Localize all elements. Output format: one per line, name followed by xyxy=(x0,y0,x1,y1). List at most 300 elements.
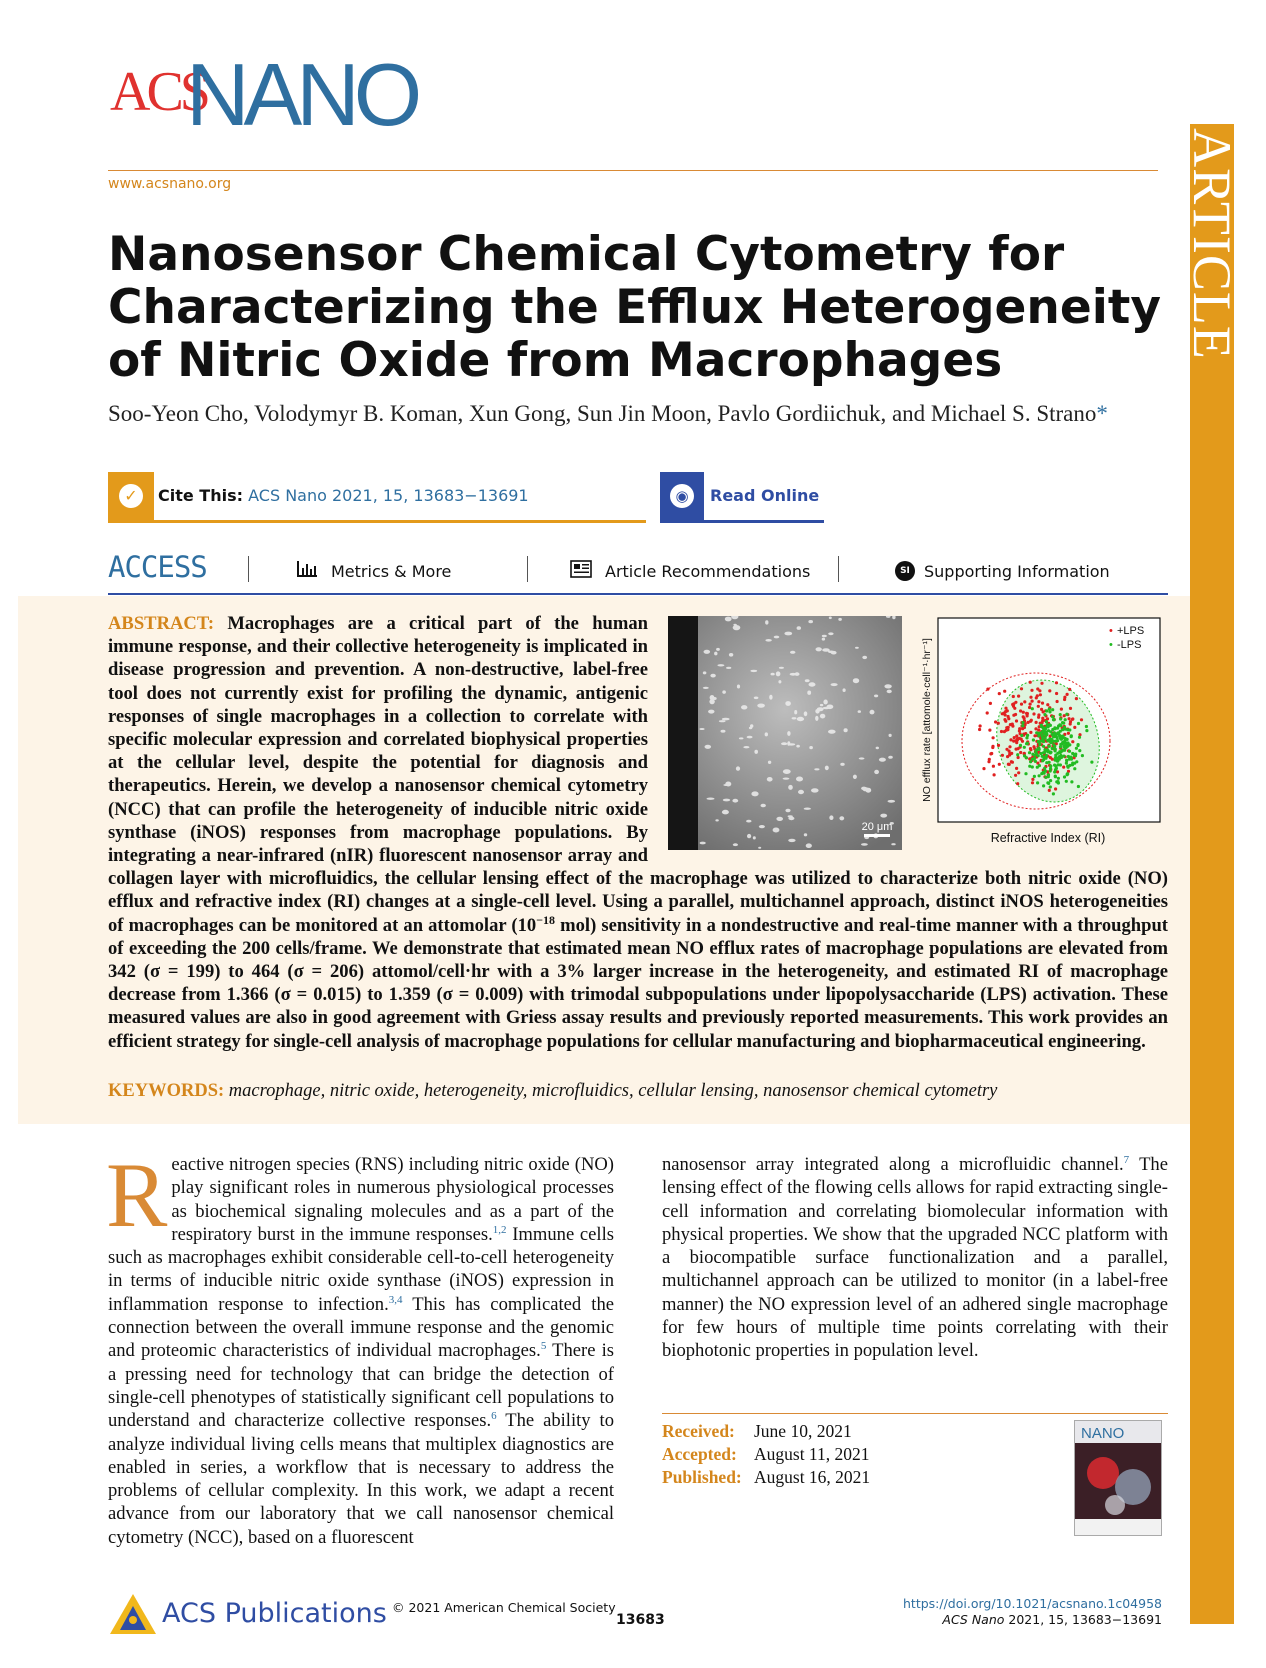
scatter-point-minus-lps xyxy=(1081,754,1084,757)
access-separator xyxy=(248,556,249,582)
scatter-point-minus-lps xyxy=(1065,713,1068,716)
scatter-point-minus-lps xyxy=(1065,762,1068,765)
cell-dot xyxy=(888,756,893,759)
cell-dot xyxy=(774,636,780,639)
scatter-point-minus-lps xyxy=(1035,731,1038,734)
cell-dot xyxy=(804,833,807,836)
cell-dot xyxy=(723,799,730,802)
cell-dot xyxy=(811,788,819,792)
cell-dot xyxy=(733,624,736,626)
cell-dot xyxy=(750,670,757,672)
scatter-point-plus-lps xyxy=(988,729,991,732)
cell-dot xyxy=(722,690,726,693)
recommendations-link[interactable]: Article Recommendations xyxy=(605,562,811,581)
scatter-point-plus-lps xyxy=(1055,681,1058,684)
cell-dot xyxy=(753,836,756,839)
cell-dot xyxy=(747,736,753,739)
cell-dot xyxy=(773,828,780,833)
scatter-point-minus-lps xyxy=(1066,745,1069,748)
scatter-point-plus-lps xyxy=(1015,767,1018,770)
cell-dot xyxy=(796,745,800,748)
cell-dot xyxy=(733,625,741,630)
abstract-sci-base: (10 xyxy=(511,914,537,936)
authors-text: Soo-Yeon Cho, Volodymyr B. Koman, Xun Gong, Sun Jin Moon, Pavlo Gordiichuk, and Michael S. Strano xyxy=(108,401,1097,426)
scatter-point-minus-lps xyxy=(1055,739,1058,742)
cell-dot xyxy=(768,761,771,764)
scatter-point-plus-lps xyxy=(1040,682,1043,685)
scatter-point-plus-lps xyxy=(992,736,995,739)
access-separator xyxy=(527,556,528,582)
scatter-point-plus-lps xyxy=(1021,740,1024,743)
cell-dot xyxy=(880,814,887,818)
legend-dot-plus: • xyxy=(1109,625,1113,637)
cell-dot xyxy=(737,685,740,689)
cell-dot xyxy=(708,710,714,714)
cell-dot xyxy=(710,695,715,700)
para-text: The ability to analyze individual living cells means that multiplex diagnostics are enabled in series, a workflow that is necessary to address the problems of cellular complexity. In this work, we adapt a recent advance from our laboratory that we call nanosensor chemical cytometry (NCC), based on a fluorescent xyxy=(108,1410,614,1548)
accepted-date: Accepted: August 11, 2021 xyxy=(662,1444,870,1464)
scatter-point-plus-lps xyxy=(1075,697,1078,700)
scatter-point-plus-lps xyxy=(1029,696,1032,699)
legend-plus-lps: +LPS xyxy=(1117,625,1145,637)
cell-dot xyxy=(828,730,836,734)
scatter-point-minus-lps xyxy=(1054,775,1057,778)
copyright: © 2021 American Chemical Society xyxy=(392,1600,616,1615)
cell-dot xyxy=(705,745,712,749)
para-text: The lensing effect of the flowing cells allows for rapid extracting single-cell information and correlating biomolecular information with physical properties. We show that the upgraded NCC platform with a biocompatible surface functionalization and a parallel, multichannel approach can be utilized to monitor (in a label-free manner) the NO expression level of an adhered single macrophage for few hours of multiple time points correlating with their biophotonic properties in population level. xyxy=(662,1154,1168,1362)
cell-dot xyxy=(853,678,859,683)
cell-dot xyxy=(781,742,787,745)
header-rule xyxy=(108,170,1158,171)
citation-link[interactable]: 3,4 xyxy=(388,1293,403,1306)
cell-dot xyxy=(746,820,751,823)
journal-logo xyxy=(108,45,448,144)
scatter-point-plus-lps xyxy=(1001,754,1004,757)
acs-publications-logo-icon xyxy=(108,1592,158,1636)
scatter-point-minus-lps xyxy=(1065,759,1068,762)
scatter-plot xyxy=(916,616,1164,850)
scatter-point-minus-lps xyxy=(1077,785,1080,788)
abstract-body: Macrophages are a critical part of the human immune response, and their collective heterogeneity is implicated in disease progression and prevention. A non-destructive, label-free tool does not currently exist for profiling the dynamic, antigenic responses of single macrophages in a collection to correlate with specific molecular expression and correlated biophysical properties at the cellular level, despite the potential for diagnosis and therapeutics. Herein, we develop a nanosensor chemical cytometry (NCC) that can profile the heterogeneity of inducible nitric oxide synthase (iNOS) responses from macrophage populations. By integrating a near-infrared (nIR) fluorescent nanosensor array and collagen layer with microfluidics, the cellular lensing effect of the macrophage was utilized to characterize both nitric oxide (NO) efflux and refractive index (RI) changes at a single-cell level. Using a parallel, multichannel approach, distinct iNOS heterogeneities of macrophages can be monitored at an attomolar xyxy=(108,613,1168,936)
scatter-point-minus-lps xyxy=(1025,742,1028,745)
cell-dot xyxy=(765,732,768,736)
drop-cap: R xyxy=(106,1144,168,1246)
scatter-point-plus-lps xyxy=(1036,687,1039,690)
scatter-point-minus-lps xyxy=(1045,709,1048,712)
scatter-point-minus-lps xyxy=(1051,747,1054,750)
publisher-name: ACS Publications xyxy=(162,1598,387,1629)
scatter-point-plus-lps xyxy=(1035,721,1038,724)
scatter-point-minus-lps xyxy=(1037,746,1040,749)
scatter-point-minus-lps xyxy=(1053,764,1056,767)
scatter-point-minus-lps xyxy=(1044,734,1047,737)
scatter-point-plus-lps xyxy=(1041,719,1044,722)
access-rule xyxy=(108,593,1168,595)
microscopy-image xyxy=(668,616,902,850)
scatter-point-plus-lps xyxy=(1019,751,1022,754)
cell-dot xyxy=(707,798,715,800)
scatter-point-minus-lps xyxy=(1056,757,1059,760)
logo-acs: ACS xyxy=(110,61,207,123)
scatter-point-plus-lps xyxy=(1022,715,1025,718)
cell-dot xyxy=(759,825,765,828)
cell-dot xyxy=(815,716,818,721)
cell-dot xyxy=(767,777,773,782)
cell-dot xyxy=(843,688,846,692)
scatter-point-plus-lps xyxy=(978,728,981,731)
scatter-point-plus-lps xyxy=(1069,707,1072,710)
para-text: nanosensor array integrated along a microfluidic channel. xyxy=(662,1154,1124,1175)
scatter-point-minus-lps xyxy=(1021,724,1024,727)
cover-title: NANO xyxy=(1081,1425,1125,1442)
supporting-info-link[interactable]: Supporting Information xyxy=(924,562,1110,581)
scatter-point-minus-lps xyxy=(1045,720,1048,723)
cell-dot xyxy=(776,671,781,676)
cell-dot xyxy=(816,647,822,651)
scatter-point-minus-lps xyxy=(1068,728,1071,731)
scatter-point-minus-lps xyxy=(1049,769,1052,772)
received-date: Received: June 10, 2021 xyxy=(662,1421,852,1441)
legend-minus-lps: -LPS xyxy=(1117,639,1142,651)
scatter-point-minus-lps xyxy=(1059,713,1062,716)
scatter-point-plus-lps xyxy=(993,773,996,776)
scatter-point-minus-lps xyxy=(1025,736,1028,739)
scatter-point-minus-lps xyxy=(1037,734,1040,737)
scatter-point-minus-lps xyxy=(1021,721,1024,724)
cell-dot xyxy=(796,777,803,782)
scatter-point-plus-lps xyxy=(1029,731,1032,734)
cell-dot xyxy=(888,800,896,803)
cell-dot xyxy=(790,673,797,676)
scatter-point-minus-lps xyxy=(1050,738,1053,741)
cell-dot xyxy=(722,810,729,815)
cell-dot xyxy=(741,705,747,709)
scatter-point-plus-lps xyxy=(1013,736,1016,739)
scatter-point-plus-lps xyxy=(1005,748,1008,751)
scatter-point-minus-lps xyxy=(1058,734,1061,737)
scatter-point-minus-lps xyxy=(1051,708,1054,711)
scatter-point-plus-lps xyxy=(1069,722,1072,725)
scatter-point-minus-lps xyxy=(1036,766,1039,769)
published-date: Published: August 16, 2021 xyxy=(662,1467,871,1487)
cell-dot xyxy=(822,648,830,652)
cell-dot xyxy=(792,717,797,719)
cell-dot xyxy=(855,647,859,649)
scatter-point-plus-lps xyxy=(1010,760,1013,763)
scatter-point-minus-lps xyxy=(1052,792,1055,795)
citation-link[interactable]: 6 xyxy=(491,1410,497,1423)
citation-link[interactable]: 7 xyxy=(1123,1153,1130,1166)
scatter-point-plus-lps xyxy=(1067,732,1070,735)
scatter-point-plus-lps xyxy=(1015,719,1018,722)
scatter-point-plus-lps xyxy=(1037,729,1040,732)
scatter-point-minus-lps xyxy=(1057,731,1060,734)
scatter-point-plus-lps xyxy=(1011,723,1014,726)
scatter-point-plus-lps xyxy=(1036,694,1039,697)
cell-dot xyxy=(874,695,878,698)
cell-dot xyxy=(809,746,813,749)
para-text: This has complicated the connection between the overall immune response and the genomic and proteomic characteristics of individual macrophages. xyxy=(108,1293,614,1362)
cell-dot xyxy=(751,791,758,796)
cite-icon: ✓ xyxy=(108,472,154,520)
scatter-point-minus-lps xyxy=(1066,772,1069,775)
cell-dot xyxy=(725,782,731,787)
access-label: ACCESS xyxy=(108,550,207,584)
scatter-point-minus-lps xyxy=(1063,775,1066,778)
cell-dot xyxy=(804,711,808,716)
scatter-point-plus-lps xyxy=(1008,745,1011,748)
scatter-point-minus-lps xyxy=(1031,753,1034,756)
scatter-point-minus-lps xyxy=(1042,758,1045,761)
cell-field xyxy=(668,616,902,850)
scatter-point-minus-lps xyxy=(1059,717,1062,720)
cell-dot xyxy=(729,653,733,657)
cell-dot xyxy=(874,770,879,774)
scatter-point-minus-lps xyxy=(1059,763,1062,766)
cell-dot xyxy=(853,775,857,779)
cell-dot xyxy=(829,815,833,820)
cell-dot xyxy=(859,757,865,759)
scatter-point-minus-lps xyxy=(1059,724,1062,727)
cell-dot xyxy=(703,671,707,674)
si-icon: SI xyxy=(895,561,915,581)
cell-dot xyxy=(858,710,861,713)
scatter-point-plus-lps xyxy=(1037,716,1040,719)
scatter-point-minus-lps xyxy=(1077,722,1080,725)
scatter-point-minus-lps xyxy=(1056,752,1059,755)
cell-dot xyxy=(825,766,829,771)
cell-dot xyxy=(749,727,752,729)
scatter-point-minus-lps xyxy=(1073,767,1076,770)
scatter-point-minus-lps xyxy=(1076,744,1079,747)
cell-dot xyxy=(769,695,772,700)
scatter-point-plus-lps xyxy=(1071,717,1074,720)
scatter-point-minus-lps xyxy=(1056,780,1059,783)
scatter-point-minus-lps xyxy=(1064,718,1067,721)
article-icon xyxy=(570,560,592,578)
cell-dot xyxy=(806,843,812,848)
scatter-point-plus-lps xyxy=(1010,752,1013,755)
scatter-point-plus-lps xyxy=(998,763,1001,766)
cell-dot xyxy=(788,785,793,790)
scale-bar-label: 20 μm xyxy=(861,821,893,833)
scatter-point-plus-lps xyxy=(1023,700,1026,703)
scatter-point-plus-lps xyxy=(1062,766,1065,769)
read-online-label[interactable]: Read Online xyxy=(710,486,820,505)
scatter-point-plus-lps xyxy=(1041,702,1044,705)
scatter-point-minus-lps xyxy=(1052,718,1055,721)
cell-dot xyxy=(700,842,706,845)
scatter-point-minus-lps xyxy=(1085,725,1088,728)
scatter-point-minus-lps xyxy=(1028,751,1031,754)
scatter-point-plus-lps xyxy=(1068,717,1071,720)
cell-dot xyxy=(828,632,833,635)
scatter-point-plus-lps xyxy=(1046,703,1049,706)
scatter-point-minus-lps xyxy=(1078,736,1081,739)
scatter-point-minus-lps xyxy=(1071,763,1074,766)
citation-link[interactable]: 1,2 xyxy=(492,1223,507,1236)
scatter-point-plus-lps xyxy=(1003,718,1006,721)
cell-dot xyxy=(891,843,895,845)
scatter-point-plus-lps xyxy=(1003,690,1006,693)
scatter-point-minus-lps xyxy=(1056,736,1059,739)
cell-dot xyxy=(823,700,827,705)
scatter-point-minus-lps xyxy=(1052,734,1055,737)
scatter-point-plus-lps xyxy=(979,724,982,727)
cell-dot xyxy=(726,667,731,669)
cell-dot xyxy=(787,741,790,746)
scatter-point-minus-lps xyxy=(1066,765,1069,768)
scatter-point-plus-lps xyxy=(1016,782,1019,785)
scatter-point-plus-lps xyxy=(1017,695,1020,698)
scatter-point-plus-lps xyxy=(1012,695,1015,698)
cell-dot xyxy=(771,673,775,676)
scatter-point-minus-lps xyxy=(1078,749,1081,752)
journal-url-link[interactable]: www.acsnano.org xyxy=(108,176,232,192)
cell-dot xyxy=(761,804,766,808)
scatter-point-plus-lps xyxy=(989,702,992,705)
scatter-point-minus-lps xyxy=(1041,736,1044,739)
scatter-point-plus-lps xyxy=(1014,701,1017,704)
scatter-point-plus-lps xyxy=(1073,726,1076,729)
scatter-point-minus-lps xyxy=(1042,751,1045,754)
cell-dot xyxy=(839,816,844,820)
scatter-point-minus-lps xyxy=(1048,761,1051,764)
cell-dot xyxy=(710,674,715,678)
author-list xyxy=(108,398,1168,429)
scatter-point-plus-lps xyxy=(1020,687,1023,690)
scatter-point-minus-lps xyxy=(1038,774,1041,777)
para-text: eactive nitrogen species (RNS) including nitric oxide (NO) play significant roles in numerous physiological processes as biochemical signaling molecules and as a part of the respiratory burst in the immune responses. xyxy=(171,1154,614,1245)
cell-dot xyxy=(788,815,793,817)
doi-link[interactable]: https://doi.org/10.1021/acsnano.1c04958 xyxy=(903,1596,1162,1611)
metrics-link[interactable]: Metrics & More xyxy=(331,562,452,581)
cell-dot xyxy=(844,728,848,732)
body-column-left xyxy=(106,1144,614,1549)
scatter-point-minus-lps xyxy=(1051,715,1054,718)
scatter-point-minus-lps xyxy=(1054,749,1057,752)
cell-dot xyxy=(814,768,819,770)
scatter-point-minus-lps xyxy=(1049,730,1052,733)
scatter-point-plus-lps xyxy=(986,688,989,691)
scatter-point-plus-lps xyxy=(1005,726,1008,729)
cell-dot xyxy=(820,704,823,706)
scatter-point-minus-lps xyxy=(1042,784,1045,787)
dates-rule xyxy=(662,1413,1168,1414)
scatter-point-minus-lps xyxy=(1065,780,1068,783)
cell-dot xyxy=(797,717,804,721)
cell-dot xyxy=(862,656,867,659)
scatter-point-plus-lps xyxy=(1039,693,1042,696)
scatter-point-minus-lps xyxy=(1054,768,1057,771)
scatter-point-plus-lps xyxy=(1037,705,1040,708)
cell-dot xyxy=(870,710,875,715)
keywords xyxy=(108,1081,1168,1102)
scatter-point-plus-lps xyxy=(992,765,995,768)
cell-dot xyxy=(884,684,891,688)
scatter-point-plus-lps xyxy=(1046,717,1049,720)
scatter-point-plus-lps xyxy=(1031,700,1034,703)
scatter-point-plus-lps xyxy=(1066,693,1069,696)
scatter-point-minus-lps xyxy=(1053,745,1056,748)
scatter-point-minus-lps xyxy=(1023,754,1026,757)
scatter-point-minus-lps xyxy=(1020,734,1023,737)
para-text: Immune cells such as macrophages exhibit considerable cell-to-cell heterogeneity in terms of inducible nitric oxide synthase (iNOS) expression in inflammation response to infection. xyxy=(108,1223,614,1315)
cell-dot xyxy=(757,704,765,708)
scatter-point-plus-lps xyxy=(1080,718,1083,721)
y-axis-label: NO efflux rate [attomole·cell⁻¹·hr⁻¹] xyxy=(921,638,933,802)
cite-this-text[interactable] xyxy=(158,486,529,505)
cell-dot xyxy=(721,730,726,733)
scatter-point-plus-lps xyxy=(1011,703,1014,706)
cell-dot xyxy=(876,747,879,750)
scatter-point-minus-lps xyxy=(1033,775,1036,778)
journal-cover-thumbnail[interactable] xyxy=(1074,1420,1162,1536)
scatter-point-minus-lps xyxy=(1090,761,1093,764)
cell-dot xyxy=(717,664,724,666)
legend-dot-minus: • xyxy=(1109,639,1113,651)
cell-dot xyxy=(805,679,810,682)
scatter-point-plus-lps xyxy=(1060,708,1063,711)
cell-dot xyxy=(736,766,740,770)
cell-dot xyxy=(861,843,868,846)
cell-dot xyxy=(879,758,886,762)
scatter-point-minus-lps xyxy=(1043,767,1046,770)
cell-dot xyxy=(733,843,738,846)
scatter-point-minus-lps xyxy=(1063,749,1066,752)
scatter-point-plus-lps xyxy=(997,722,1000,725)
scatter-point-minus-lps xyxy=(1075,747,1078,750)
scatter-point-plus-lps xyxy=(1071,740,1074,743)
scatter-point-minus-lps xyxy=(1031,765,1034,768)
scatter-point-minus-lps xyxy=(1031,758,1034,761)
scatter-point-minus-lps xyxy=(1073,753,1076,756)
scatter-point-minus-lps xyxy=(1059,745,1062,748)
cell-dot xyxy=(754,697,759,700)
logo-nano: NANO xyxy=(186,45,417,144)
cell-dot xyxy=(703,687,709,689)
scatter-point-plus-lps xyxy=(1051,758,1054,761)
citation-link[interactable]: 5 xyxy=(540,1340,547,1353)
scatter-point-plus-lps xyxy=(1055,692,1058,695)
bar-chart-icon xyxy=(296,560,318,578)
scatter-point-minus-lps xyxy=(1063,742,1066,745)
scatter-point-plus-lps xyxy=(982,767,985,770)
scatter-point-minus-lps xyxy=(1023,746,1026,749)
scatter-point-minus-lps xyxy=(1070,735,1073,738)
cell-dot xyxy=(807,691,811,695)
x-axis-label: Refractive Index (RI) xyxy=(990,831,1106,845)
keywords-label: KEYWORDS: xyxy=(108,1081,225,1101)
corresponding-author-mark[interactable]: * xyxy=(1096,401,1108,426)
scatter-point-plus-lps xyxy=(1022,711,1025,714)
cell-dot xyxy=(823,707,830,709)
scatter-point-minus-lps xyxy=(1085,729,1088,732)
cell-dot xyxy=(719,720,726,722)
scatter-point-plus-lps xyxy=(1030,689,1033,692)
scatter-point-plus-lps xyxy=(1033,734,1036,737)
scatter-point-plus-lps xyxy=(1017,756,1020,759)
scatter-point-plus-lps xyxy=(1012,740,1015,743)
cell-dot xyxy=(704,650,711,654)
scatter-point-plus-lps xyxy=(1030,719,1033,722)
cite-reference[interactable]: ACS Nano 2021, 15, 13683−13691 xyxy=(248,486,529,505)
scatter-point-minus-lps xyxy=(1046,725,1049,728)
cell-dot xyxy=(817,707,824,711)
scatter-point-plus-lps xyxy=(998,692,1001,695)
scatter-point-minus-lps xyxy=(1031,707,1034,710)
scatter-point-minus-lps xyxy=(1034,750,1037,753)
